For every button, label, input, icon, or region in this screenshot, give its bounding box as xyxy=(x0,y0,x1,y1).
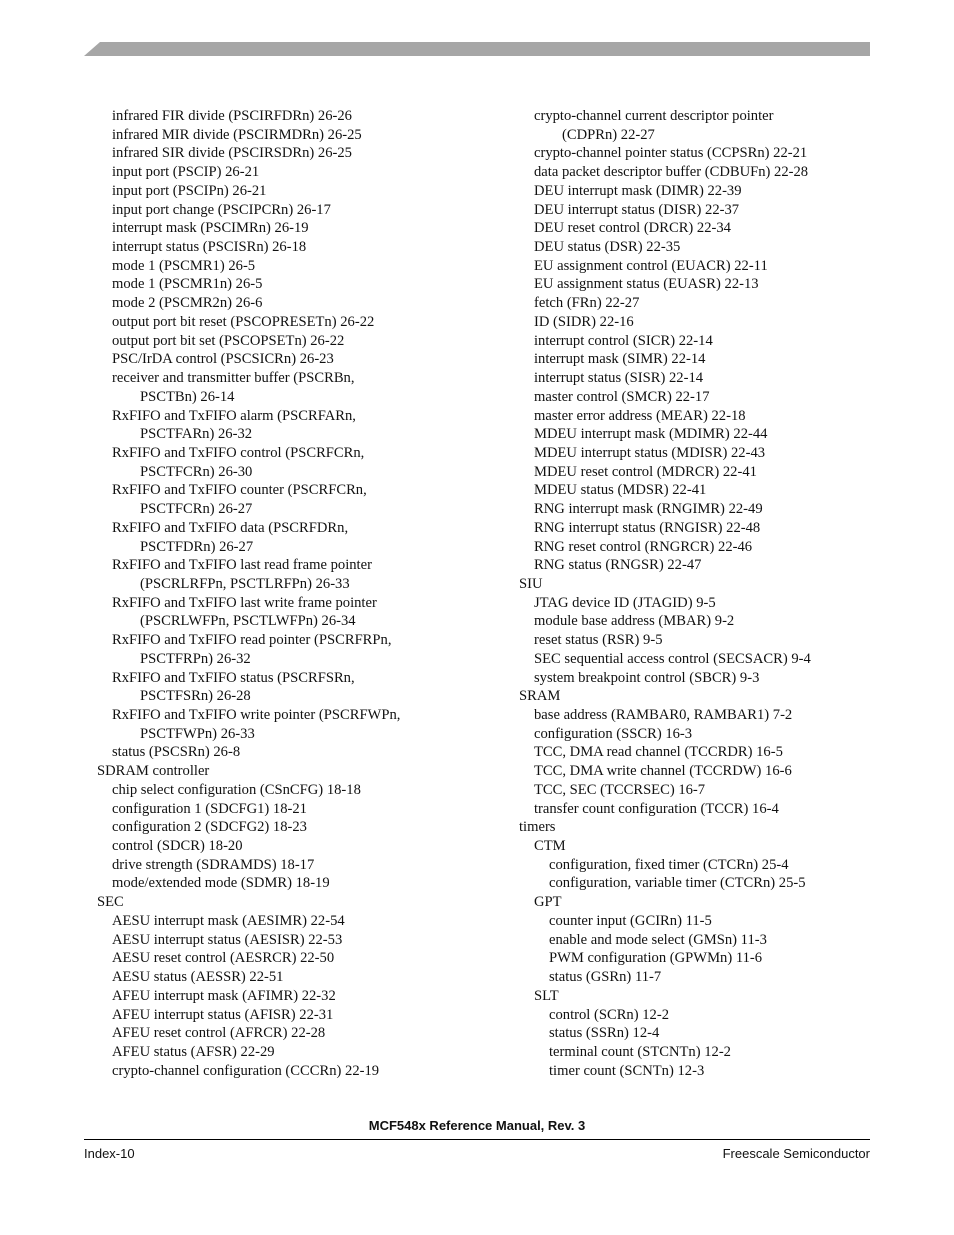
index-entry: crypto-channel pointer status (CCPSRn) 22-21 xyxy=(534,145,808,162)
index-entry: DEU reset control (DRCR) 22-34 xyxy=(534,220,731,237)
index-entry: RxFIFO and TxFIFO data (PSCRFDRn, xyxy=(112,519,349,536)
company-name: Freescale Semiconductor xyxy=(722,1146,870,1161)
index-entry: DEU interrupt mask (DIMR) 22-39 xyxy=(534,182,742,199)
index-entry: AESU reset control (AESRCR) 22-50 xyxy=(112,950,335,967)
index-entry: (CDPRn) 22-27 xyxy=(562,126,655,143)
index-entry: system breakpoint control (SBCR) 9-3 xyxy=(534,669,760,686)
index-entry: AFEU reset control (AFRCR) 22-28 xyxy=(112,1025,326,1042)
index-entry: AESU status (AESSR) 22-51 xyxy=(112,969,284,986)
index-entry: infrared MIR divide (PSCIRMDRn) 26-25 xyxy=(112,126,362,143)
index-entry: PSCTFARn) 26-32 xyxy=(140,426,253,443)
index-entry: DEU interrupt status (DISR) 22-37 xyxy=(534,201,740,218)
index-subentry: configuration, fixed timer (CTCRn) 25-4 xyxy=(549,856,789,873)
index-entry: RxFIFO and TxFIFO status (PSCRFSRn, xyxy=(112,669,355,686)
index-entry: (PSCRLWFPn, PSCTLWFPn) 26-34 xyxy=(140,613,356,630)
index-entry: TCC, SEC (TCCRSEC) 16-7 xyxy=(534,781,706,798)
index-entry: interrupt mask (PSCIMRn) 26-19 xyxy=(112,220,309,237)
index-entry: RxFIFO and TxFIFO last write frame pointer xyxy=(112,594,377,611)
index-entry: EU assignment control (EUACR) 22-11 xyxy=(534,257,768,274)
index-entry: mode 2 (PSCMR2n) 26-6 xyxy=(112,295,263,312)
index-entry: MDEU status (MDSR) 22-41 xyxy=(534,482,707,499)
footer-rule xyxy=(84,1139,870,1140)
index-entry: RxFIFO and TxFIFO control (PSCRFCRn, xyxy=(112,444,365,461)
index-entry: RNG interrupt status (RNGISR) 22-48 xyxy=(534,519,761,536)
index-entry: MDEU interrupt status (MDISR) 22-43 xyxy=(534,444,766,461)
index-column-right xyxy=(519,107,859,1080)
index-entry: AFEU status (AFSR) 22-29 xyxy=(112,1043,275,1060)
index-entry: master error address (MEAR) 22-18 xyxy=(534,407,746,424)
index-entry: module base address (MBAR) 9-2 xyxy=(534,613,735,630)
index-subentry: configuration, variable timer (CTCRn) 25-5 xyxy=(549,875,806,892)
index-column-left xyxy=(97,107,497,1080)
index-entry: GPT xyxy=(534,894,562,911)
index-entry: RxFIFO and TxFIFO read pointer (PSCRFRPn, xyxy=(112,632,392,649)
index-entry: RxFIFO and TxFIFO counter (PSCRFCRn, xyxy=(112,482,367,499)
index-heading: SEC xyxy=(97,894,124,911)
index-entry: infrared FIR divide (PSCIRFDRn) 26-26 xyxy=(112,108,352,124)
index-subentry: enable and mode select (GMSn) 11-3 xyxy=(549,931,767,948)
index-entry: master control (SMCR) 22-17 xyxy=(534,388,710,405)
index-heading: SRAM xyxy=(519,688,561,705)
index-entry: CTM xyxy=(534,838,566,855)
index-entry: TCC, DMA write channel (TCCRDW) 16-6 xyxy=(534,763,792,780)
index-entry: output port bit reset (PSCOPRESETn) 26-22 xyxy=(112,313,375,330)
index-subentry: PWM configuration (GPWMn) 11-6 xyxy=(549,950,763,967)
index-entry: PSCTFSRn) 26-28 xyxy=(140,688,251,705)
index-entry: reset status (RSR) 9-5 xyxy=(534,632,663,649)
index-entry: chip select configuration (CSnCFG) 18-18 xyxy=(112,781,361,798)
index-entry: JTAG device ID (JTAGID) 9-5 xyxy=(534,594,716,611)
index-entry: MDEU interrupt mask (MDIMR) 22-44 xyxy=(534,426,768,443)
index-entry: AESU interrupt mask (AESIMR) 22-54 xyxy=(112,912,345,929)
index-entry: AESU interrupt status (AESISR) 22-53 xyxy=(112,931,343,948)
index-entry: drive strength (SDRAMDS) 18-17 xyxy=(112,856,315,873)
index-entry: MDEU reset control (MDRCR) 22-41 xyxy=(534,463,757,480)
index-entry: RxFIFO and TxFIFO write pointer (PSCRFWPn, xyxy=(112,707,401,723)
index-subentry: counter input (GCIRn) 11-5 xyxy=(549,912,712,929)
index-entry: receiver and transmitter buffer (PSCRBn, xyxy=(112,370,355,387)
index-entry: infrared SIR divide (PSCIRSDRn) 26-25 xyxy=(112,145,352,162)
index-entry: mode 1 (PSCMR1) 26-5 xyxy=(112,257,256,274)
index-entry: interrupt status (SISR) 22-14 xyxy=(534,370,704,387)
index-entry: interrupt control (SICR) 22-14 xyxy=(534,332,713,349)
header-bar-shape xyxy=(84,42,870,56)
index-entry: base address (RAMBAR0, RAMBAR1) 7-2 xyxy=(534,707,793,723)
index-entry: RxFIFO and TxFIFO alarm (PSCRFARn, xyxy=(112,407,356,424)
index-subentry: terminal count (STCNTn) 12-2 xyxy=(549,1043,731,1060)
index-entry: PSC/IrDA control (PSCSICRn) 26-23 xyxy=(112,351,334,368)
index-entry: input port change (PSCIPCRn) 26-17 xyxy=(112,201,331,218)
index-heading: SIU xyxy=(519,575,543,592)
index-entry: fetch (FRn) 22-27 xyxy=(534,295,640,312)
index-entry: interrupt mask (SIMR) 22-14 xyxy=(534,351,706,368)
footer-title: MCF548x Reference Manual, Rev. 3 xyxy=(368,1118,586,1133)
index-entry: PSCTBn) 26-14 xyxy=(140,388,235,405)
index-entry: (PSCRLRFPn, PSCTLRFPn) 26-33 xyxy=(140,575,350,592)
index-entry: mode 1 (PSCMR1n) 26-5 xyxy=(112,276,263,293)
index-heading: SDRAM controller xyxy=(97,763,210,780)
index-entry: PSCTFDRn) 26-27 xyxy=(140,538,254,555)
index-entry: EU assignment status (EUASR) 22-13 xyxy=(534,276,759,293)
index-entry: status (PSCSRn) 26-8 xyxy=(112,744,241,761)
index-entry: AFEU interrupt mask (AFIMR) 22-32 xyxy=(112,987,336,1004)
index-entry: PSCTFCRn) 26-27 xyxy=(140,501,253,518)
index-entry: DEU status (DSR) 22-35 xyxy=(534,239,681,256)
index-entry: data packet descriptor buffer (CDBUFn) 22-28 xyxy=(534,164,809,181)
index-entry: PSCTFRPn) 26-32 xyxy=(140,650,251,667)
header-bar xyxy=(84,42,870,56)
index-entry: mode/extended mode (SDMR) 18-19 xyxy=(112,875,330,892)
index-entry: configuration (SSCR) 16-3 xyxy=(534,725,693,742)
index-entry: RNG status (RNGSR) 22-47 xyxy=(534,557,702,574)
index-entry: PSCTFWPn) 26-33 xyxy=(140,725,255,742)
index-entry: crypto-channel configuration (CCCRn) 22-19 xyxy=(112,1062,380,1079)
page-number: Index-10 xyxy=(84,1146,135,1161)
index-entry: input port (PSCIP) 26-21 xyxy=(112,164,260,181)
index-heading: timers xyxy=(519,819,556,836)
index-entry: output port bit set (PSCOPSETn) 26-22 xyxy=(112,332,345,349)
index-subentry: status (SSRn) 12-4 xyxy=(549,1025,660,1042)
index-entry: configuration 2 (SDCFG2) 18-23 xyxy=(112,819,307,836)
index-entry: control (SDCR) 18-20 xyxy=(112,838,243,855)
index-subentry: timer count (SCNTn) 12-3 xyxy=(549,1062,705,1079)
index-subentry: status (GSRn) 11-7 xyxy=(549,969,662,986)
index-entry: ID (SIDR) 22-16 xyxy=(534,313,634,330)
index-entry: RNG reset control (RNGRCR) 22-46 xyxy=(534,538,753,555)
index-entry: AFEU interrupt status (AFISR) 22-31 xyxy=(112,1006,334,1023)
index-entry: interrupt status (PSCISRn) 26-18 xyxy=(112,239,307,256)
index-entry: RxFIFO and TxFIFO last read frame pointer xyxy=(112,557,372,574)
index-entry: TCC, DMA read channel (TCCRDR) 16-5 xyxy=(534,744,783,761)
index-entry: SLT xyxy=(534,987,559,1004)
index-entry: SEC sequential access control (SECSACR) 9-4 xyxy=(534,650,811,667)
index-entry: input port (PSCIPn) 26-21 xyxy=(112,182,267,199)
index-subentry: control (SCRn) 12-2 xyxy=(549,1006,669,1023)
index-entry: transfer count configuration (TCCR) 16-4 xyxy=(534,800,779,817)
index-entry: RNG interrupt mask (RNGIMR) 22-49 xyxy=(534,501,763,518)
index-entry: configuration 1 (SDCFG1) 18-21 xyxy=(112,800,307,817)
index-entry: PSCTFCRn) 26-30 xyxy=(140,463,253,480)
index-entry: crypto-channel current descriptor pointer xyxy=(534,108,774,124)
